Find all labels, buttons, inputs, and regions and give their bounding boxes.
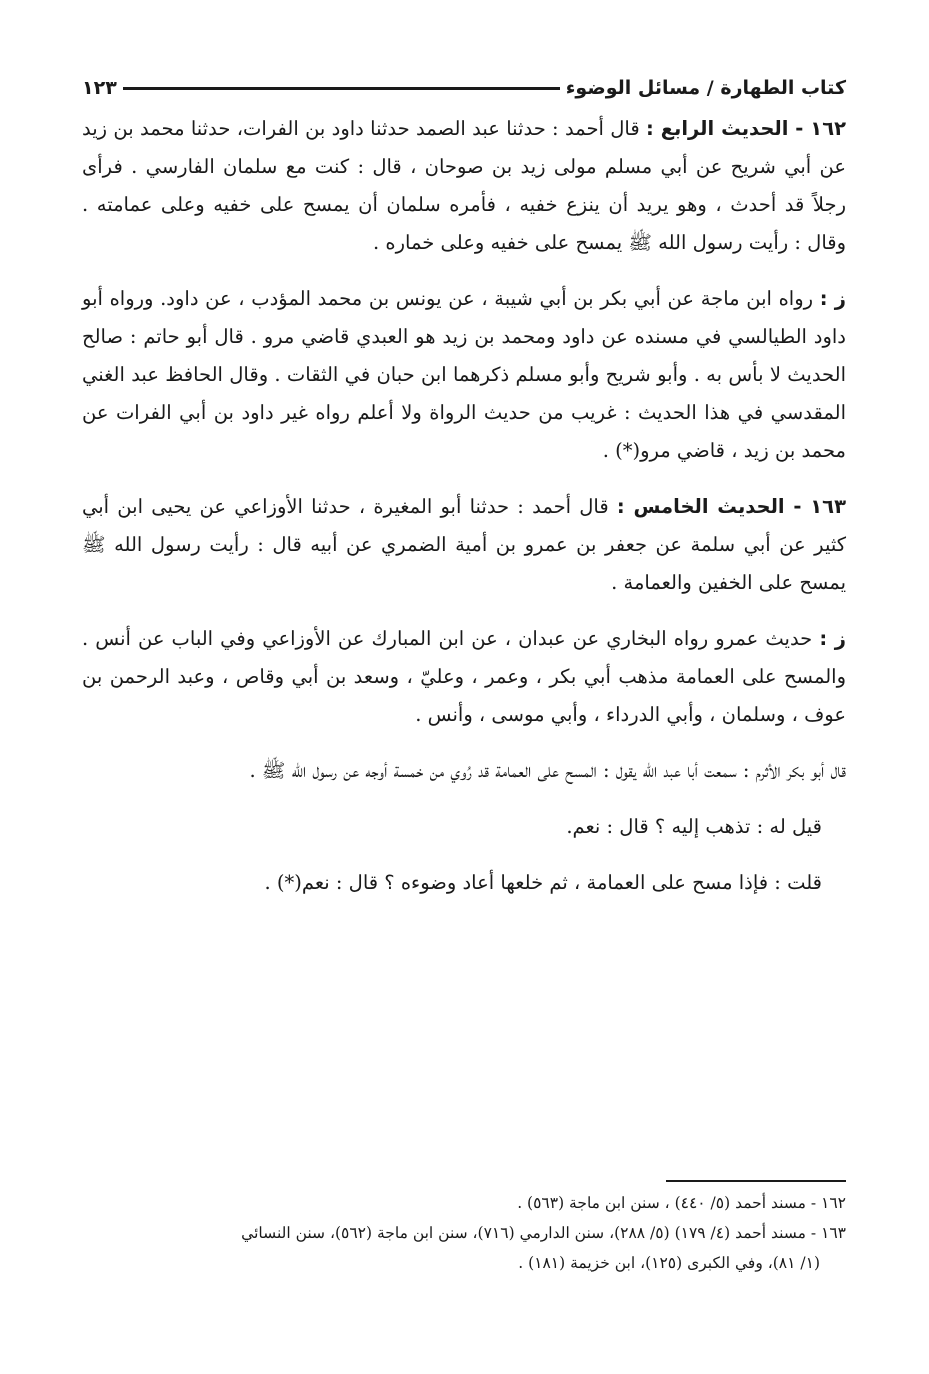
chapter-title: كتاب الطهارة / مسائل الوضوء — [565, 77, 846, 99]
hadith-163 — [82, 488, 846, 602]
footnote-163-continued: (١/ ٨١)، وفي الكبرى (١٢٥)، ابن خزيمة (١٨١) . — [518, 1254, 820, 1272]
question-1: قيل له : تذهب إليه ؟ قال : نعم. — [566, 815, 822, 838]
commentary-162-marker: ز : — [819, 287, 846, 310]
hadith-162-text: قال أحمد : حدثنا عبد الصمد حدثنا داود بن الفرات، حدثنا محمد بن زيد عن أبي شريح عن أبي مسلم مولى زيد بن صوحان ، قال : كنت مع سلمان الفارسي . فرأى رجلاً قد أحدث ، وهو يريد أن ينزع خفيه ، فأمره سلمان أن يمسح على خفيه وعلى عمامته . وقال : رأيت رسول الله ﷺ يمسح على خفيه وعلى خماره . — [82, 117, 846, 254]
footnote-162: ١٦٢ - مسند أحمد (٥/ ٤٤٠) ، سنن ابن ماجة (٥٦٣) . — [517, 1194, 846, 1212]
footnote-rule — [666, 1180, 846, 1182]
hadith-163-heading: ١٦٣ - الحديث الخامس : — [616, 495, 846, 518]
commentary-163 — [82, 620, 846, 734]
page-number: ١٢٣ — [82, 77, 117, 99]
commentary-163-text: حديث عمرو رواه البخاري عن عبدان ، عن ابن المبارك عن الأوزاعي وفي الباب عن أنس . والمسح على العمامة مذهب أبي بكر ، وعمر ، وعليّ ، وسعد بن أبي وقاص ، وعبد الرحمن بن عوف ، وسلمان ، وأبي الدرداء ، وأبي موسى ، وأنس . — [82, 627, 846, 726]
commentary-163-marker: ز : — [819, 627, 846, 650]
hadith-162 — [82, 110, 846, 262]
book-page — [82, 70, 846, 1374]
header-rule — [123, 87, 560, 90]
commentary-162-text: رواه ابن ماجة عن أبي بكر بن أبي شيبة ، عن يونس بن محمد المؤدب ، عن داود. ورواه أبو داود الطيالسي في مسنده عن داود ومحمد بن زيد هو العبدي قاضي مرو . قال أبو حاتم : صالح الحديث لا بأس به . وأبو شريح وأبو مسلم ذكرهما ابن حبان في الثقات . وقال الحافظ عبد الغني المقدسي في هذا الحديث : غريب من حديث الرواة ولا أعلم رواه غير داود بن أبي الفرات عن محمد بن زيد ، قاضي مرو(*) . — [82, 287, 846, 462]
hadith-162-heading: ١٦٢ - الحديث الرابع : — [646, 117, 847, 140]
hadith-163-text: قال أحمد : حدثنا أبو المغيرة ، حدثنا الأوزاعي عن يحيى ابن أبي كثير عن أبي سلمة عن جعفر بن عمرو بن أمية الضمري عن أبيه قال : رأيت رسول الله ﷺ يمسح على الخفين والعمامة . — [82, 495, 846, 594]
footnotes — [82, 1188, 846, 1278]
athram-text: قال أبو بكر الأثرم : سمعت أبا عبد الله يقول : المسح على العمامة قد رُوي من خمسة أوجه عن رسول الله ﷺ . — [249, 759, 846, 782]
footnote-163: ١٦٣ - مسند أحمد (٤/ ١٧٩) (٥/ ٢٨٨)، سنن الدارمي (٧١٦)، سنن ابن ماجة (٥٦٢)، سنن النسائي — [241, 1224, 846, 1242]
athram-paragraph — [82, 752, 846, 790]
running-head — [82, 70, 846, 106]
question-2: قلت : فإذا مسح على العمامة ، ثم خلعها أعاد وضوءه ؟ قال : نعم(*) . — [264, 871, 822, 894]
commentary-162 — [82, 280, 846, 470]
